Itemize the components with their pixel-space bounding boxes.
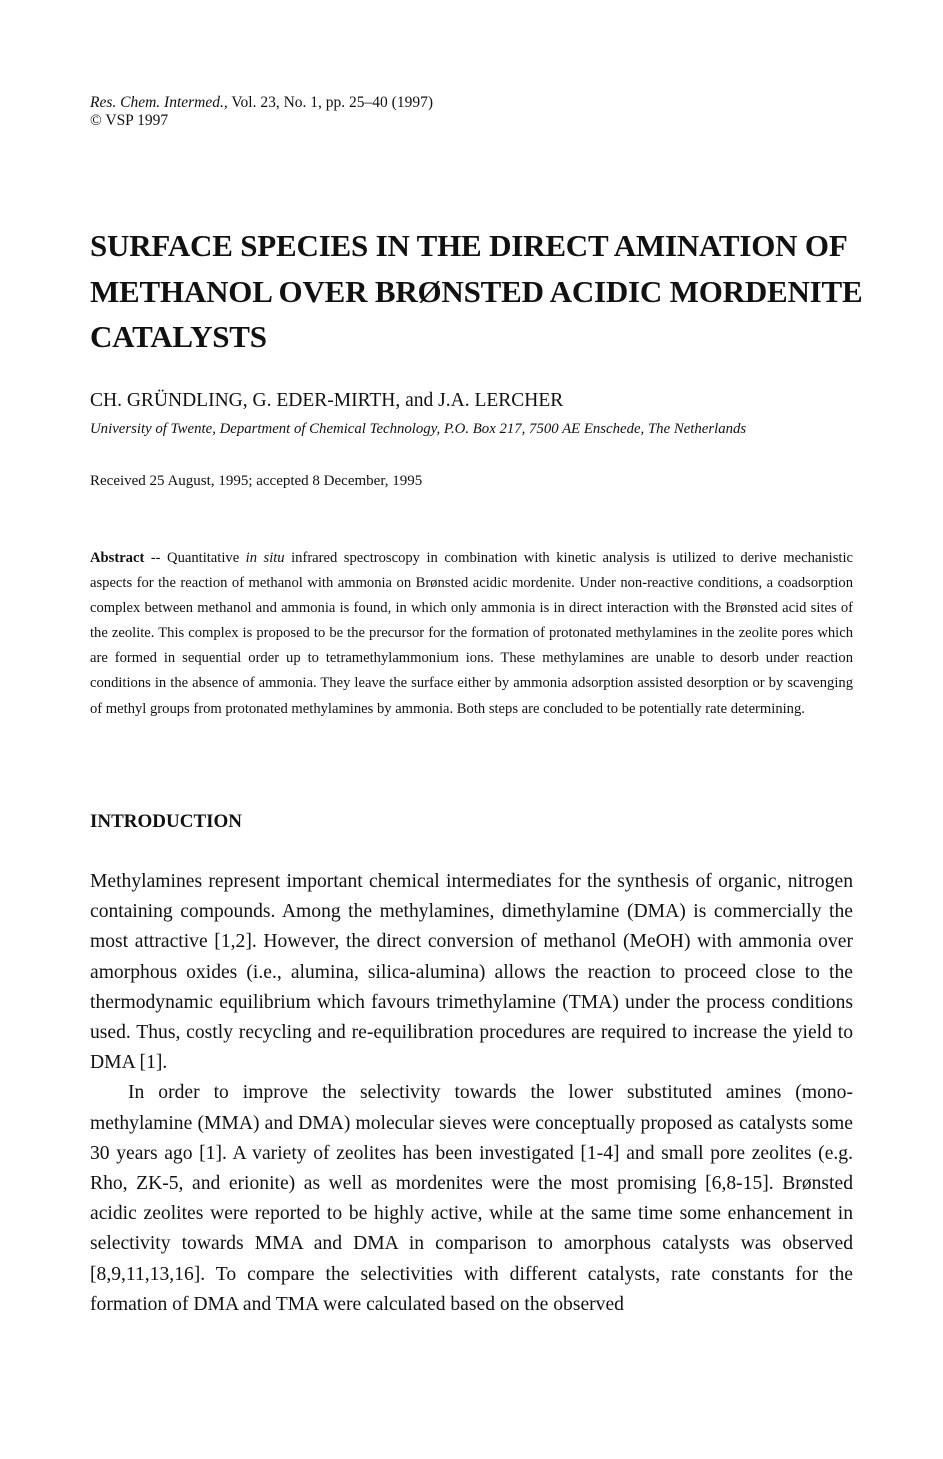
abstract-dash: -- Quantitative — [144, 550, 246, 566]
abstract-text: infrared spectroscopy in combination with kinetic analysis is utilized to derive mechanistic aspects for the reaction of methanol with ammonia on Brønsted acidic mordenite. Under non-reactive conditions, a coadsorption complex between methanol and ammonia is found, in which only ammonia is in direct interaction with the Brønsted acid sites of the zeolite. This complex is proposed to be the precursor for the formation of protonated methylamines in the zeolite pores which are formed in sequential order up to tetramethylammonium ions. These methylamines are unable to desorb under reaction conditions in the absence of ammonia. They leave the surface either by ammonia adsorption assisted desorption or by scavenging of methyl groups from protonated methylamines by ammonia. Both steps are concluded to be potentially rate determining. — [90, 550, 853, 717]
author-list: CH. GRÜNDLING, G. EDER-MIRTH, and J.A. LERCHER — [90, 390, 564, 411]
abstract-label: Abstract — [90, 550, 145, 566]
journal-header — [90, 94, 690, 130]
volume-pages: Vol. 23, No. 1, pp. 25–40 (1997) — [231, 94, 434, 111]
abstract-italic-term: in situ — [245, 550, 285, 566]
author-affiliation: University of Twente, Department of Chemical Technology, P.O. Box 217, 7500 AE Enschede, The Netherlands — [90, 421, 747, 437]
section-heading-introduction: INTRODUCTION — [90, 811, 243, 832]
paragraph: In order to improve the selectivity towards the lower substituted amines (mono-methylamine (MMA) and DMA) molecular sieves were conceptually proposed as catalysts some 30 years ago [1]. A variety of zeolites has been investigated [1-4] and small pore zeolites (e.g. Rho, ZK-5, and erionite) as well as mordenites were the most promising [6,8-15]. Brønsted acidic zeolites were reported to be highly active, while at the same time some enhancement in selectivity towards MMA and DMA in comparison to amorphous catalysts was observed [8,9,11,13,16]. To compare the selectivities with different catalysts, rate constants for the formation of DMA and TMA were calculated based on the observed — [90, 1082, 853, 1315]
article-title: SURFACE SPECIES IN THE DIRECT AMINATION OF METHANOL OVER BRØNSTED ACIDIC MORDENITE CATALYSTS — [90, 228, 863, 354]
received-dates: Received 25 August, 1995; accepted 8 December, 1995 — [90, 473, 423, 489]
introduction-body — [90, 867, 853, 1320]
abstract-block — [90, 546, 853, 722]
journal-citation — [90, 94, 690, 112]
copyright-line: © VSP 1997 — [90, 112, 169, 129]
paragraph: Methylamines represent important chemical intermediates for the synthesis of organic, nitrogen containing compounds. Among the methylamines, dimethylamine (DMA) is commercially the most attractive [1,2]. However, the direct conversion of methanol (MeOH) with ammonia over amorphous oxides (i.e., alumina, silica-alumina) allows the reaction to proceed close to the thermodynamic equilibrium which favours trimethylamine (TMA) under the process conditions used. Thus, costly recycling and re-equilibration procedures are required to increase the yield to DMA [1]. — [90, 871, 853, 1074]
journal-name: Res. Chem. Intermed., — [90, 94, 228, 111]
